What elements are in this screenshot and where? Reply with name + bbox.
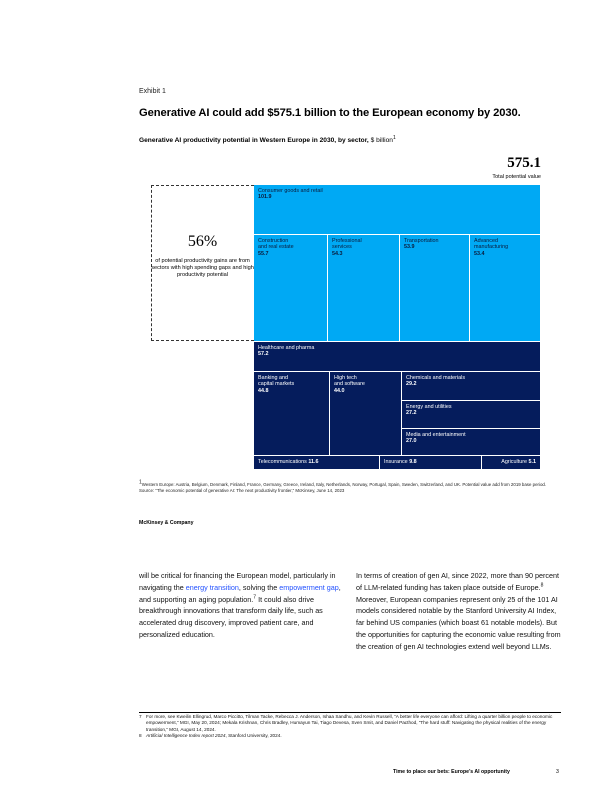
footnote-8: 8 Artificial Intelligence Index report 2024, Stanford University, 2024. bbox=[139, 733, 282, 739]
tile-healthcare bbox=[254, 342, 541, 372]
tile-energy bbox=[402, 401, 541, 429]
subtitle-unit: $ billion bbox=[368, 137, 393, 144]
tile-label: and software bbox=[334, 381, 365, 388]
chart-source: Source: “The economic potential of generative AI: The next productivity frontier,” McKinsey, June 14, 2023 bbox=[139, 487, 345, 493]
tile-label: services bbox=[332, 244, 352, 251]
tile-label: Transportation bbox=[404, 238, 439, 244]
tile-chemicals bbox=[402, 372, 541, 401]
brand-logo: McKinsey & Company bbox=[139, 520, 194, 526]
footnote-ref-7: 7 bbox=[253, 594, 257, 601]
tile-high-tech bbox=[330, 372, 402, 456]
tile-label: Construction bbox=[258, 238, 289, 244]
exhibit-label: Exhibit 1 bbox=[139, 88, 166, 95]
chart-note-1: $^1$Western Europe: Austria, Belgium, Denmark, Finland, France, Germany, Greece, Ireland, Italy, Netherlands, Norway, Portugal, Spain, Sweden, Switzerland, and UK. Potential value add from 2019 base period. bbox=[139, 479, 547, 487]
callout-percentage: 56% bbox=[187, 233, 218, 250]
tile-agriculture bbox=[482, 456, 541, 470]
footnote-7: 7 For more, see Kweilin Ellingrud, Marco Piccitto, Tilman Tacke, Rebecca J. Anderson, Ishaa Sandhu, and Kevin Russell, “A better life everyone can afford: Lifting a quarter billion people to economic empowerment,” MGI, May 20, 2024; Mekala Krishnan, Chris Bradley, Humayun Tai, Tiago Devesa, Sven Smit, and Daniel Pacthod, “The hard stuff: Navigating the physical realities of the energy transition,” MGI, August 14, 2024. bbox=[139, 714, 553, 732]
tile-value: 53.4 bbox=[474, 250, 485, 257]
chart-notes bbox=[139, 479, 549, 493]
tile-value: 55.7 bbox=[258, 250, 269, 257]
tile-value: 11.6 bbox=[308, 459, 319, 465]
footer-title: Time to place our bets: Europe’s AI opportunity bbox=[393, 769, 510, 775]
exhibit-subtitle bbox=[139, 134, 396, 144]
tile-value: 27.2 bbox=[406, 410, 417, 417]
tile-telecommunications bbox=[254, 456, 380, 470]
exhibit-title: Generative AI could add $575.1 billion to the European economy by 2030. bbox=[139, 107, 521, 119]
tile-transportation bbox=[400, 235, 470, 342]
tile-label: Professional bbox=[332, 238, 362, 244]
tile-value: 5.1 bbox=[528, 459, 536, 465]
tile-label: Insurance bbox=[384, 459, 408, 465]
tile-label: Chemicals and materials bbox=[406, 375, 466, 381]
tile-label: capital markets bbox=[258, 381, 295, 388]
footnotes bbox=[139, 714, 561, 740]
tile-label: Healthcare and pharma bbox=[258, 345, 315, 351]
subtitle-sup: 1 bbox=[392, 134, 396, 141]
tile-label: manufacturing bbox=[474, 244, 509, 251]
callout-text: of potential productivity gains are from sectors with high spending gaps and high productivity potential bbox=[151, 258, 254, 278]
tile-professional-services bbox=[328, 235, 400, 342]
tile-value: 29.2 bbox=[406, 381, 417, 388]
tile-label: Media and entertainment bbox=[406, 432, 466, 438]
tile-construction bbox=[254, 235, 328, 342]
subtitle-bold: Generative AI productivity potential in Western Europe in 2030, by sector, bbox=[139, 137, 369, 144]
tile-value: 9.8 bbox=[409, 459, 417, 465]
footnote-divider bbox=[139, 712, 561, 713]
tile-advanced-manufacturing bbox=[470, 235, 541, 342]
tile-media bbox=[402, 429, 541, 456]
tile-value: 44.8 bbox=[258, 387, 269, 394]
tile-label: High tech bbox=[334, 375, 357, 381]
tile-value: 57.2 bbox=[258, 351, 269, 358]
tile-consumer-goods bbox=[254, 185, 541, 235]
total-label: Total potential value bbox=[492, 174, 541, 180]
footnote-ref-8: 8 bbox=[540, 582, 544, 589]
body-column-left: will be critical for financing the European model, particularly in navigating the energy transition, solving the empowerment gap, and supporting an aging population.$^7$ It could also drive breakthrough innovations that transform daily life, such as accelerated drug discovery, improved patient care, and personalized education. bbox=[139, 571, 341, 639]
tile-value: 27.0 bbox=[406, 438, 417, 445]
link-empowerment-gap[interactable]: empowerment gap bbox=[279, 582, 339, 592]
tile-label: Advanced bbox=[474, 238, 498, 244]
body-column-right: In terms of creation of gen AI, since 2022, more than 90 percent of LLM-related funding has taken place outside of Europe.$^8$ Moreover, European companies represent only 25 of the 101 AI models considered notable by the Stanford University AI Index, far behind US companies (which boast 61 notable models). But the opportunities for capturing the economic value resulting from the creation of gen AI technologies extend well beyond LLMs. bbox=[356, 571, 561, 651]
tile-value: 54.3 bbox=[332, 250, 343, 257]
tile-label: Agriculture bbox=[501, 459, 527, 465]
tile-insurance bbox=[380, 456, 482, 470]
tile-value: 53.9 bbox=[404, 244, 415, 251]
tile-label: Telecommunications bbox=[258, 459, 307, 465]
tile-banking bbox=[254, 372, 330, 456]
link-energy-transition[interactable]: energy transition bbox=[185, 582, 239, 592]
page-number: 3 bbox=[556, 769, 559, 775]
tile-value: 101.9 bbox=[258, 194, 272, 201]
tile-label: Consumer goods and retail bbox=[258, 188, 323, 194]
tile-label: Energy and utilities bbox=[406, 404, 452, 410]
tile-label: and real estate bbox=[258, 244, 294, 251]
total-value: 575.1 bbox=[507, 155, 541, 171]
tile-value: 44.0 bbox=[334, 387, 345, 394]
tile-label: Banking and bbox=[258, 375, 288, 381]
